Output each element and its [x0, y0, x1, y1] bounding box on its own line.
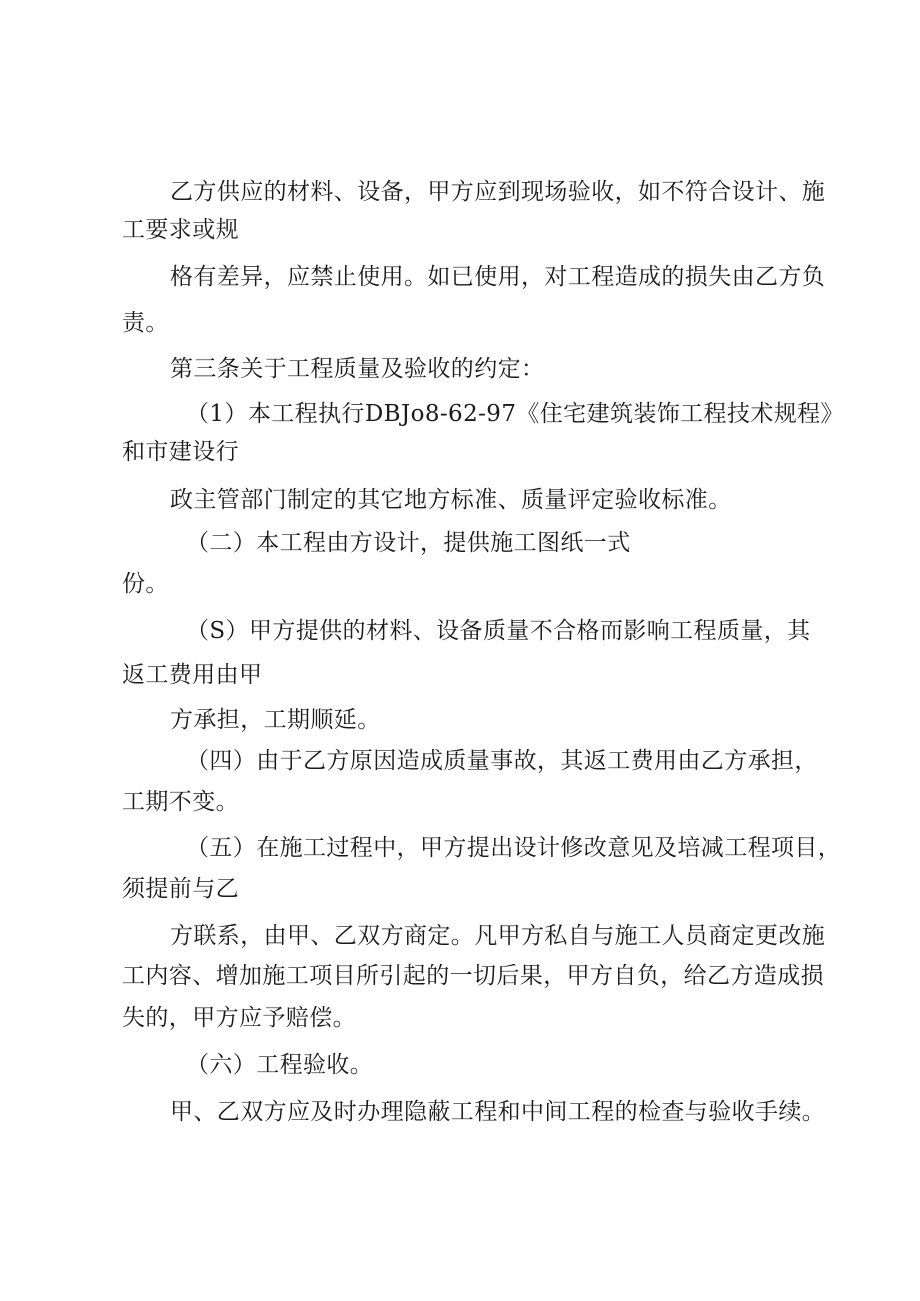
text-line: 返工费用由甲 [122, 662, 263, 688]
text-line: 工内容、增加施工项目所引起的一切后果，甲方自负，给乙方造成损 [122, 963, 824, 989]
text-line: 责。 [122, 310, 169, 336]
text-line: （S）甲方提供的材料、设备质量不合格而影响工程质量，其 [186, 618, 811, 644]
text-line: 方联系，由甲、乙双方商定。凡甲方私自与施工人员商定更改施 [170, 923, 826, 949]
text-line: 份。 [122, 571, 169, 597]
text-line: （1）本工程执行DBJo8-62-97《住宅建筑装饰工程技术规程》 [186, 401, 844, 427]
text-line: 须提前与乙 [122, 876, 239, 902]
text-line: （六）工程验收。 [186, 1052, 374, 1078]
text-line: 甲、乙双方应及时办理隐蔽工程和中间工程的检查与验收手续。 [170, 1099, 826, 1125]
text-line: 和市建设行 [122, 439, 239, 465]
text-line: 失的，甲方应予赔偿。 [122, 1005, 356, 1031]
text-line: （五）在施工过程中，甲方提出设计修改意见及培减工程项目， [186, 835, 842, 861]
text-line: （二）本工程由方设计，提供施工图纸一式 [186, 530, 631, 556]
text-line: 乙方供应的材料、设备，甲方应到现场验收，如不符合设计、施 [170, 179, 826, 205]
text-line: 政主管部门制定的其它地方标准、质量评定验收标准。 [170, 487, 732, 513]
text-line: （四）由于乙方原因造成质量事故，其返工费用由乙方承担， [186, 748, 818, 774]
text-line: 格有差异，应禁止使用。如已使用，对工程造成的损失由乙方负 [170, 264, 826, 290]
text-line: 工期不变。 [122, 789, 239, 815]
text-line: 工要求或规 [122, 217, 239, 243]
text-line: 方承担，工期顺延。 [170, 707, 381, 733]
text-line: 第三条关于工程质量及验收的约定： [170, 356, 545, 382]
